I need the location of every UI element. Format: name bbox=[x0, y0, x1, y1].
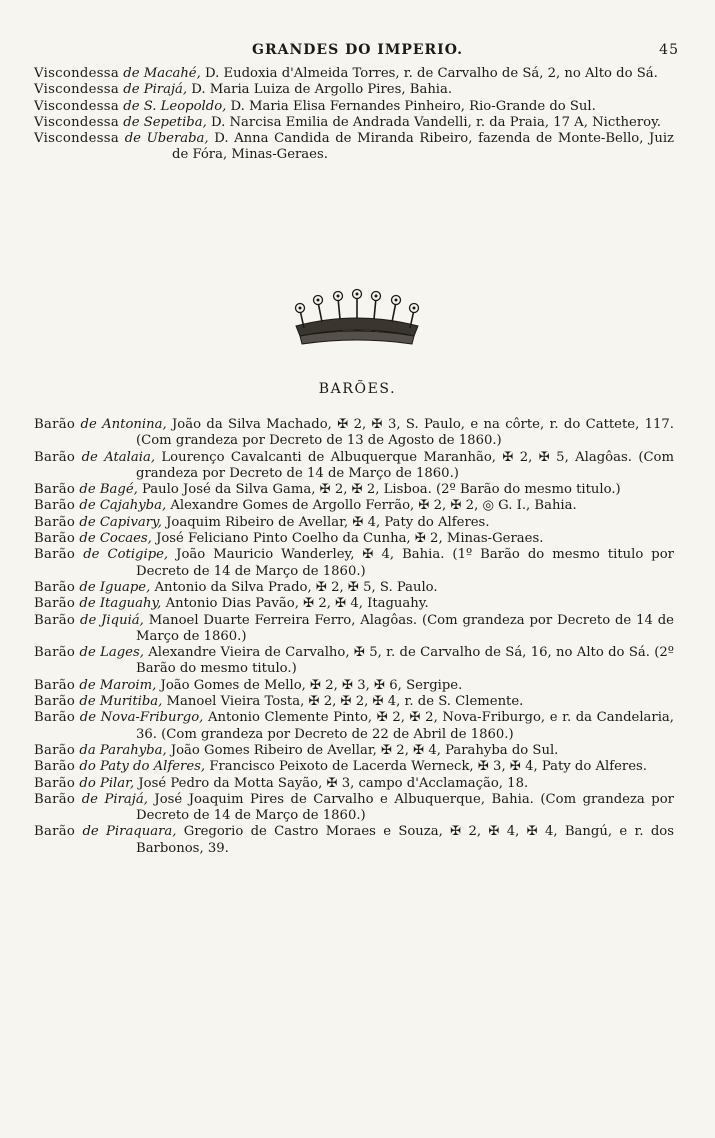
crown-ornament-icon bbox=[282, 284, 432, 350]
entry-particle: de bbox=[82, 824, 99, 840]
entry-title: Iguape, bbox=[99, 579, 151, 595]
entry-barao-muritiba bbox=[34, 694, 674, 710]
entry-particle: de bbox=[81, 791, 98, 807]
entry-text: D. Anna Candida de Miranda Ribeiro, fazenda de Monte-Bello, Juiz de Fóra, Minas-Geraes. bbox=[172, 131, 674, 163]
entry-lead: Barão bbox=[34, 759, 76, 775]
entry-text: Joaquim Ribeiro de Avellar, ✠ 4, Paty do Alferes. bbox=[161, 514, 490, 530]
entry-lead: Barão bbox=[34, 449, 76, 465]
entry-lead: Barão bbox=[34, 498, 76, 514]
entry-title: Paty do Alferes, bbox=[99, 759, 206, 775]
entry-lead: Viscondessa bbox=[34, 131, 120, 147]
entry-barao-cotigipe bbox=[34, 547, 674, 580]
page-number: 45 bbox=[659, 42, 679, 58]
entry-particle: de bbox=[123, 82, 140, 98]
entry-title: Muritiba, bbox=[99, 694, 163, 710]
entry-barao-cocaes bbox=[34, 531, 674, 547]
entry-lead: Barão bbox=[34, 579, 76, 595]
entry-title: Antonina, bbox=[102, 417, 167, 432]
entry-lead: Barão bbox=[34, 482, 76, 498]
entry-lead: Barão bbox=[34, 547, 76, 563]
entry-lead: Viscondessa bbox=[34, 114, 120, 130]
entry-lead: Barão bbox=[34, 677, 76, 693]
entry-text: D. Maria Luiza de Argollo Pires, Bahia. bbox=[187, 82, 453, 98]
entry-particle: de bbox=[79, 645, 96, 661]
entry-title: Nova-Friburgo, bbox=[100, 710, 204, 726]
entry-title: Cotigipe, bbox=[107, 547, 169, 563]
entry-title: Itaguahy, bbox=[99, 596, 162, 612]
entry-particle: de bbox=[79, 514, 96, 530]
entry-lead: Barão bbox=[34, 531, 76, 547]
entry-text: Antonio Clemente Pinto, ✠ 2, ✠ 2, Nova-Friburgo, e r. da Candelaria, 36. (Com grandeza por Decreto de 22 de Abril de 1860.) bbox=[136, 710, 674, 742]
entry-text: Manoel Vieira Tosta, ✠ 2, ✠ 2, ✠ 4, r. de S. Clemente. bbox=[162, 694, 524, 710]
entry-text: Alexandre Gomes de Argollo Ferrão, ✠ 2, ✠ 2, ◎ G. I., Bahia. bbox=[166, 498, 577, 514]
entry-barao-paty-do-alferes bbox=[34, 759, 674, 775]
entry-viscondessa-piraja bbox=[34, 82, 674, 98]
entry-particle: de bbox=[79, 498, 96, 514]
entry-lead: Barão bbox=[34, 596, 76, 612]
entry-particle: de bbox=[79, 677, 96, 693]
entry-particle: de bbox=[124, 131, 141, 147]
entry-title: Bagé, bbox=[99, 482, 138, 498]
entry-text: João da Silva Machado, ✠ 2, ✠ 3, S. Paulo, e na côrte, r. do Cattete, 117. (Com grandeza por Decreto de 13 de Agosto de 1860.) bbox=[136, 417, 674, 449]
entry-barao-pilar bbox=[34, 776, 674, 792]
entry-title: Cajahyba, bbox=[99, 498, 167, 514]
entry-lead: Viscondessa bbox=[34, 98, 120, 114]
entry-lead: Viscondessa bbox=[34, 66, 120, 81]
entry-barao-iguape bbox=[34, 580, 674, 596]
entry-title: Cocaes, bbox=[99, 531, 152, 547]
entry-title: S. Leopoldo, bbox=[143, 98, 227, 114]
viscondessas-list bbox=[34, 66, 674, 164]
entry-particle: de bbox=[123, 114, 140, 130]
entry-text: João Gomes Ribeiro de Avellar, ✠ 2, ✠ 4, Parahyba do Sul. bbox=[166, 742, 559, 758]
entry-lead: Barão bbox=[34, 710, 76, 726]
entry-title: Sepetiba, bbox=[143, 114, 207, 130]
entry-title: Lages, bbox=[100, 645, 144, 661]
entry-title: Piraquara, bbox=[106, 824, 177, 840]
entry-text: João Gomes de Mello, ✠ 2, ✠ 3, ✠ 6, Sergipe. bbox=[156, 677, 463, 693]
entry-text: José Pedro da Motta Sayão, ✠ 3, campo d'Acclamação, 18. bbox=[134, 775, 529, 791]
entry-lead: Barão bbox=[34, 645, 76, 661]
entry-barao-parahyba bbox=[34, 743, 674, 759]
entry-barao-piraja bbox=[34, 792, 674, 825]
entry-text: Alexandre Vieira de Carvalho, ✠ 5, r. de Carvalho de Sá, 16, no Alto do Sá. (2º Barão do mesmo titulo.) bbox=[136, 645, 674, 677]
entry-particle: de bbox=[81, 449, 98, 465]
entry-barao-atalaia bbox=[34, 450, 674, 483]
entry-lead: Barão bbox=[34, 775, 76, 791]
entry-particle: de bbox=[80, 417, 97, 432]
entry-particle: de bbox=[79, 710, 97, 726]
entry-particle: de bbox=[123, 98, 140, 114]
entry-viscondessa-uberaba bbox=[34, 131, 674, 164]
entry-barao-cajahyba bbox=[34, 498, 674, 514]
entry-lead: Barão bbox=[34, 824, 76, 840]
entry-barao-nova-friburgo bbox=[34, 710, 674, 743]
entry-particle: do bbox=[79, 759, 96, 775]
section-heading: BARÕES. bbox=[318, 381, 397, 397]
entry-text: D. Maria Elisa Fernandes Pinheiro, Rio-Grande do Sul. bbox=[226, 98, 596, 114]
entry-barao-maroim bbox=[34, 678, 674, 694]
entry-particle: de bbox=[80, 612, 97, 628]
entry-viscondessa-macahe bbox=[34, 66, 674, 82]
entry-title: Parahyba, bbox=[99, 742, 167, 758]
entry-lead: Barão bbox=[34, 612, 76, 628]
entry-particle: de bbox=[79, 694, 96, 710]
barons-list bbox=[34, 417, 674, 857]
entry-title: Atalaia, bbox=[104, 449, 156, 465]
entry-text: Antonio da Silva Prado, ✠ 2, ✠ 5, S. Paulo. bbox=[150, 579, 438, 595]
entry-lead: Barão bbox=[34, 694, 76, 710]
entry-particle: de bbox=[79, 579, 96, 595]
entry-text: Antonio Dias Pavão, ✠ 2, ✠ 4, Itaguahy. bbox=[161, 596, 429, 612]
entry-particle: de bbox=[123, 66, 140, 81]
entry-text: Manoel Duarte Ferreira Ferro, Alagôas. (Com grandeza por Decreto de 14 de Março de 1860.) bbox=[136, 612, 674, 644]
entry-lead: Barão bbox=[34, 417, 76, 432]
entry-text: D. Eudoxia d'Almeida Torres, r. de Carvalho de Sá, 2, no Alto do Sá. bbox=[200, 66, 658, 81]
entry-title: Uberaba, bbox=[146, 131, 209, 147]
entry-lead: Barão bbox=[34, 514, 76, 530]
entry-title: Pirajá, bbox=[143, 82, 188, 98]
entry-text: José Feliciano Pinto Coelho da Cunha, ✠ 2, Minas-Geraes. bbox=[151, 531, 544, 547]
entry-barao-lages bbox=[34, 645, 674, 678]
entry-lead: Viscondessa bbox=[34, 82, 120, 98]
entry-viscondessa-s-leopoldo bbox=[34, 99, 674, 115]
entry-lead: Barão bbox=[34, 791, 76, 807]
entry-barao-itaguahy bbox=[34, 596, 674, 612]
entry-barao-capivary bbox=[34, 515, 674, 531]
entry-title: Macahé, bbox=[143, 66, 201, 81]
entry-particle: de bbox=[83, 547, 100, 563]
entry-title: Maroim, bbox=[99, 677, 157, 693]
entry-text: José Joaquim Pires de Carvalho e Albuquerque, Bahia. (Com grandeza por Decreto de 14 de Março de 1860.) bbox=[136, 791, 674, 824]
entry-text: Francisco Peixoto de Lacerda Werneck, ✠ 3, ✠ 4, Paty do Alferes. bbox=[205, 759, 648, 775]
entry-text: Gregorio de Castro Moraes e Souza, ✠ 2, ✠ 4, ✠ 4, Bangú, e r. dos Barbonos, 39. bbox=[136, 824, 674, 856]
entry-title: Jiquiá, bbox=[101, 612, 144, 628]
entry-viscondessa-sepetiba bbox=[34, 115, 674, 131]
entry-title: Pirajá, bbox=[104, 791, 148, 807]
entry-particle: de bbox=[79, 482, 96, 498]
entry-title: Capivary, bbox=[99, 514, 162, 530]
entry-lead: Barão bbox=[34, 742, 76, 758]
entry-barao-piraquara bbox=[34, 824, 674, 857]
entry-particle: do bbox=[79, 775, 96, 791]
entry-barao-jiquia bbox=[34, 613, 674, 646]
entry-barao-antonina bbox=[34, 417, 674, 450]
entry-text: João Mauricio Wanderley, ✠ 4, Bahia. (1º Barão do mesmo titulo por Decreto de 14 de Março de 1860.) bbox=[136, 547, 674, 579]
entry-particle: de bbox=[79, 596, 96, 612]
entry-barao-bage bbox=[34, 482, 674, 498]
entry-particle: da bbox=[79, 742, 96, 758]
entry-title: Pilar, bbox=[99, 775, 135, 791]
entry-particle: de bbox=[79, 531, 96, 547]
entry-text: D. Narcisa Emilia de Andrada Vandelli, r. da Praia, 17 A, Nictheroy. bbox=[206, 114, 661, 130]
entry-text: Paulo José da Silva Gama, ✠ 2, ✠ 2, Lisboa. (2º Barão do mesmo titulo.) bbox=[137, 482, 621, 498]
entry-text: Lourenço Cavalcanti de Albuquerque Maranhão, ✠ 2, ✠ 5, Alagôas. (Com grandeza por Decreto de 14 de Março de 1860.) bbox=[136, 449, 675, 481]
running-title: GRANDES DO IMPERIO. bbox=[252, 42, 463, 58]
